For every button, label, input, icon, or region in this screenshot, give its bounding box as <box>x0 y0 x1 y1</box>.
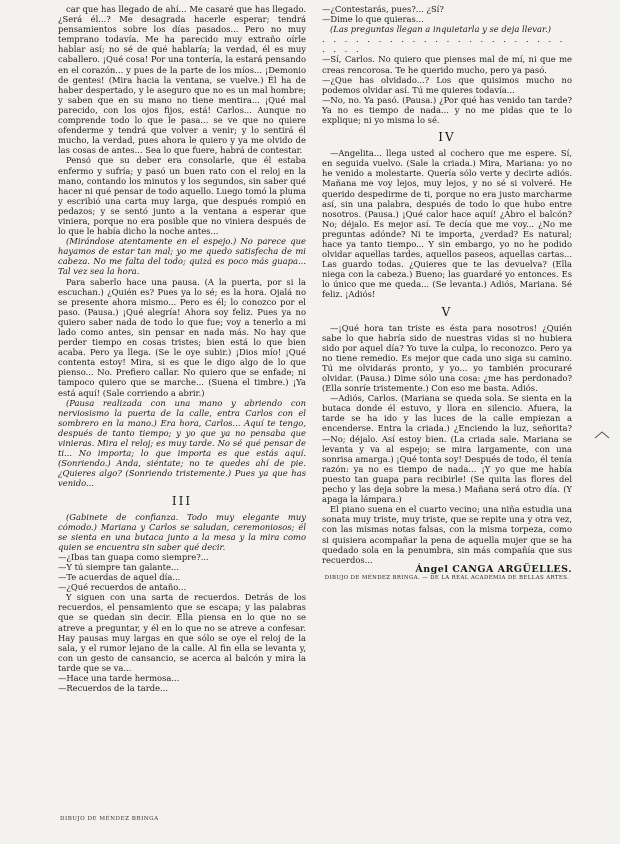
text-paragraph: —Hace una tarde hermosa... <box>58 673 180 683</box>
text-paragraph: —¿Que has olvidado...? Los que quisimos mucho no podemos olvidar así. Tú me quieres todavía... <box>322 74 572 95</box>
text-paragraph: —Y tú siempre tan galante... <box>58 561 179 572</box>
text-paragraph: (Mirándose atentamente en el espejo.) No parece que hayamos de estar tan mal; yo me quedo satisfecha de mi cabeza. No me falta del todo; quizá es poco más guapa... Tal vez sea la hora. <box>58 236 306 277</box>
text-paragraph: —¿Ibas tan guapa como siempre?... <box>58 551 209 562</box>
text-paragraph: El piano suena en el cuarto vecino; una niña estudia una sonata muy triste, muy triste, que se repite una y otra vez, con las mismas notas falsas, con la misma torpeza, como si quisiera acompañar la pena de aquella mujer que se ha quedado sola en la penumbra, sin más compañía que sus recuerdos... <box>322 504 572 565</box>
section-heading: III <box>171 493 193 508</box>
text-paragraph: —¿Contestarás, pues?... ¿Sí? <box>322 4 444 14</box>
text-paragraph: Pensó que su deber era consolarle, que él estaba enfermo y sufría; y pasó un buen rato con el reloj en la mano, contando los minutos y los segundos, sin saber qué hacer ni qué pensar de todo aquello. Luego tomó la pluma y escribió una carta muy larga, que después rompió en pedazos; y se sentó junto a la ventana a esperar que viniera, porque no era posible que no viniera después de lo que le había dicho la noche antes... <box>58 155 306 237</box>
text-paragraph: —¡Qué hora tan triste es ésta para nosotros! ¿Quién sabe lo que habría sido de nuestras vidas si no hubiera sido por aquel día? Yo tuve la culpa, lo reconozco. Pero ya no tiene remedio. Es mejor que cada uno siga su camino. Tú me olvidarás pronto, y yo... yo también procuraré olvidar. (Pausa.) Dime sólo una cosa: ¿me has perdonado? (Ella sonríe tristemente.) Con eso me basta. Adiós. <box>322 322 572 394</box>
section-separator: . . . . . . . . . . . . . . . . . . . . . . . . . . <box>322 34 566 55</box>
text-paragraph: car que has llegado de ahí... Me casaré que has llegado. ¿Será él...? Me desagrada hacerle esperar; tendrá pensamientos sobre los días pasados... Pero no muy temprano todavía. Me ha parecido muy extraño oírle hablar así; no sé de qué hablaría; la verdad, él es muy caballero. ¡Qué cosa! Por una tontería, la estará pensando en el corazón... y pues de la parte de los míos... ¡Demonio de gentes! (Mira hacia la ventana, se vuelve.) Él ha de haber despertado, y le aseguro que no es un mal hombre; y saben que en su mano no tiene mentira... ¡Qué mal parecido, con los ojos fijos, está! Carlos... Aunque no comprende todo lo que le pasa... se ve que no quiere ofenderme y tendrá que volver a venir; y lo sentirá él mucho, la verdad, pues ahora le quiero y ya me olvido de las cosas de antes... Sea lo que fuere, habrá de contestar. <box>58 4 306 156</box>
text-paragraph: (Pausa realizada con una mano y abriendo con nerviosismo la puerta de la calle, entra Carlos con el sombrero en la mano.) Era hora, Carlos... Aquí te tengo, después de tanto tiempo; y yo que ya no pensaba que vinieras. Mira el reloj; es muy tarde. No sé qué pensar de ti... No importa; lo que importa es que estás aquí. (Sonriendo.) Anda, siéntate; no te quedes ahí de pie. ¿Quieres algo? (Sonriendo tristemente.) Pues ya que has venido... <box>58 397 306 489</box>
section-heading: IV <box>438 130 456 145</box>
printer-mark <box>594 430 610 440</box>
text-paragraph: (Gabinete de confianza. Todo muy elegante muy cómodo.) Mariana y Carlos se saludan, ceremoniosos; él se sienta en una butaca junto a la mesa y la mira como quien se encuentra sin saber qué decir. <box>58 511 306 552</box>
illustration-credit: DIBUJO DE MÉNDEZ BRINGA. — DE LA REAL ACADEMIA DE BELLAS ARTES. <box>324 574 570 581</box>
text-paragraph: —Adiós, Carlos. (Mariana se queda sola. Se sienta en la butaca donde él estuvo, y llora en silencio. Afuera, la tarde se ha ido y las luces de la calle empiezan a encenderse. Entra la criada.) ¿Enciendo la luz, señorita? —No; déjalo. Así estoy bien. (La criada sale. Mariana se levanta y va al espejo; se mira largamente, con una sonrisa amarga.) ¡Qué tonta soy! Después de todo, él tenía razón: ya no es tiempo de nada... ¡Y yo que me había puesto tan guapa para recibirle! (Se quita las flores del pecho y las deja sobre la mesa.) Mañana será otro día. (Y apaga la lámpara.) <box>322 393 572 505</box>
text-paragraph: —Te acuerdas de aquel día... <box>58 572 181 583</box>
text-paragraph: Para saberlo hace una pausa. (A la puerta, por si la escuchan.) ¿Quién es? Pues ya lo sé; es la hora. Ojalá no se presente ahora mismo... Pero es él; lo conozco por el paso. (Pausa.) ¡Qué alegría! Ahora soy feliz. Pues ya no quiero saber nada de todo lo que fue; voy a tenerlo a mi lado como antes, sin pensar en nada más. No hay que perder tiempo en cosas tristes; bien está lo que bien acaba. Pero ya llega. (Se le oye subir.) ¡Dios mío! ¡Qué contenta estoy! Mira, si es que le digo algo de lo que pienso... No. Prefiero callar. No quiero que se enfade; ni tampoco quiero que se marche... (Suena el timbre.) ¡Ya está aquí! (Sale corriendo a abrir.) <box>58 276 306 398</box>
text-paragraph: —Dime lo que quieras... <box>322 14 424 25</box>
text-paragraph: —No, no. Ya pasó. (Pausa.) ¿Por qué has venido tan tarde? Ya no es tiempo de nada... y no me pidas que te lo explique; ni yo misma lo sé. <box>322 94 572 126</box>
text-paragraph: —Angelita... llega usted al cochero que me espere. Sí, en seguida vuelvo. (Sale la criada.) Mira, Mariana: yo no he venido a molestarte. Quería sólo verte y decirte adiós. Mañana me voy lejos, muy lejos, y no sé si volveré. He querido despedirme de ti, porque no era justo marcharme así, sin una palabra, después de todo lo que hubo entre nosotros. (Pausa.) ¡Qué calor hace aquí! ¿Abro el balcón? No; déjalo. Es mejor así. Te decía que me voy... ¿No me preguntas adónde? Ni te importa, ¿verdad? Es natural; hace ya tanto tiempo... Y sin embargo, yo no he podido olvidar aquellas tardes, aquellos paseos, aquellas cartas... Las guardo todas. ¿Quieres que te las devuelva? (Ella niega con la cabeza.) Bueno; las guardaré yo entonces. Es lo único que me queda... (Se levanta.) Adiós, Mariana. Sé feliz. ¡Adiós! <box>322 148 572 300</box>
text-paragraph: (Las preguntas llegan a inquietarla y se deja llevar.) <box>330 24 552 35</box>
text-paragraph: —Recuerdos de la tarde... <box>58 683 169 694</box>
right-text-column <box>322 4 572 804</box>
text-paragraph: Y siguen con una sarta de recuerdos. Detrás de los recuerdos, el pensamiento que se escapa; y las palabras que se quedan sin decir. Ella piensa en lo que no se atreve a preguntar, y él en lo que no se atreve a confesar. Hay pausas muy largas en que sólo se oye el reloj de la sala, y el rumor lejano de la calle. Al fin ella se levanta y, con un gesto de cansancio, se acerca al balcón y mira la tarde que se va... <box>58 592 306 673</box>
text-paragraph: —¿Qué recuerdos de antaño... <box>58 582 187 593</box>
section-heading: V <box>441 304 453 319</box>
text-paragraph: —Sí, Carlos. No quiero que pienses mal de mí, ni que me creas rencorosa. Te he querido mucho, pero ya pasó. <box>322 54 572 75</box>
page-footer: DIBUJO DE MÉNDEZ BRINGA <box>60 816 159 822</box>
left-text-column <box>58 4 306 814</box>
author-signature: Ángel CANGA ARGÜELLES. <box>415 563 572 575</box>
